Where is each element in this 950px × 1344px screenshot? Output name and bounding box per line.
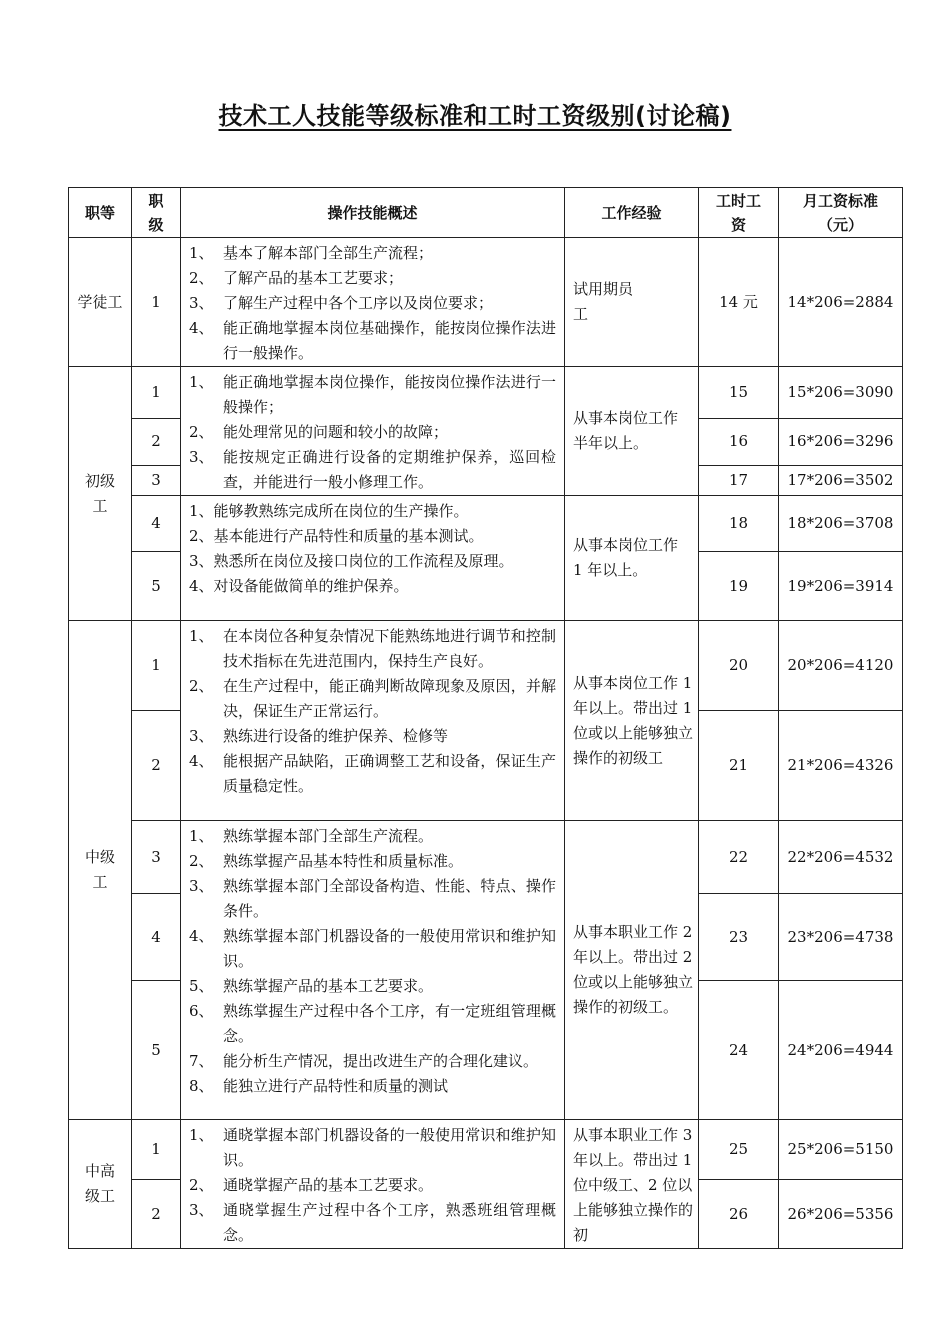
list-item: 6、 熟练掌握生产过程中各个工序，有一定班组管理概念。 xyxy=(189,1002,556,1045)
table-header-row xyxy=(69,188,903,238)
header-skills: 操作技能概述 xyxy=(181,188,565,238)
list-item: 4、 熟练掌握本部门机器设备的一般使用常识和维护知识。 xyxy=(189,927,556,970)
header-grade: 职等 xyxy=(69,188,132,238)
experience-cell: 从事本岗位工作 1 年以上。带出过 1 位或以上能够独立操作的初级工 xyxy=(565,621,699,821)
skills-cell xyxy=(181,367,565,496)
monthly-wage-cell: 23*206=4738 xyxy=(779,894,903,981)
monthly-wage-cell: 25*206=5150 xyxy=(779,1120,903,1180)
header-monthly: 月工资标准（元） xyxy=(779,188,903,238)
list-item: 3、熟悉所在岗位及接口岗位的工作流程及原理。 xyxy=(189,552,514,570)
grade-cell: 中高级工 xyxy=(69,1120,132,1249)
monthly-wage-cell: 26*206=5356 xyxy=(779,1180,903,1249)
hourly-wage-cell: 23 xyxy=(699,894,779,981)
skills-cell xyxy=(181,496,565,621)
level-cell: 2 xyxy=(132,711,181,821)
table-row xyxy=(69,821,903,894)
table-row xyxy=(69,621,903,711)
hourly-wage-cell: 18 xyxy=(699,496,779,552)
experience-cell: 从事本岗位工作 1 年以上。 xyxy=(565,496,699,621)
monthly-wage-cell: 19*206=3914 xyxy=(779,552,903,621)
level-cell: 2 xyxy=(132,1180,181,1249)
table-row xyxy=(69,367,903,419)
grade-cell: 初级工 xyxy=(69,367,132,621)
level-cell: 1 xyxy=(132,1120,181,1180)
header-hourly: 工时工资 xyxy=(699,188,779,238)
hourly-wage-cell: 25 xyxy=(699,1120,779,1180)
list-item: 8、 能独立进行产品特性和质量的测试 xyxy=(189,1077,449,1095)
level-cell: 2 xyxy=(132,419,181,466)
level-cell: 1 xyxy=(132,238,181,367)
list-item: 5、 熟练掌握产品的基本工艺要求。 xyxy=(189,977,434,995)
list-item: 2、 熟练掌握产品基本特性和质量标准。 xyxy=(189,852,464,870)
list-item: 2、 了解产品的基本工艺要求； xyxy=(189,269,404,287)
experience-cell: 试用期员工 xyxy=(565,238,699,367)
list-item: 1、能够教熟练完成所在岗位的生产操作。 xyxy=(189,502,469,520)
monthly-wage-cell: 22*206=4532 xyxy=(779,821,903,894)
list-item: 1、 能正确地掌握本岗位操作，能按岗位操作法进行一般操作； xyxy=(189,373,556,416)
list-item: 3、 熟练进行设备的维护保养、检修等 xyxy=(189,727,449,745)
list-item: 2、 在生产过程中，能正确判断故障现象及原因，并解决，保证生产正常运行。 xyxy=(189,677,556,720)
list-item: 2、 通晓掌握产品的基本工艺要求。 xyxy=(189,1176,434,1194)
monthly-wage-cell: 14*206=2884 xyxy=(779,238,903,367)
experience-cell: 从事本岗位工作半年以上。 xyxy=(565,367,699,496)
skills-cell xyxy=(181,821,565,1120)
hourly-wage-cell: 26 xyxy=(699,1180,779,1249)
experience-cell: 从事本职业工作 3 年以上。带出过 1 位中级工、2 位以上能够独立操作的初 xyxy=(565,1120,699,1249)
hourly-wage-cell: 21 xyxy=(699,711,779,821)
monthly-wage-cell: 17*206=3502 xyxy=(779,465,903,495)
list-item: 7、 能分析生产情况，提出改进生产的合理化建议。 xyxy=(189,1052,539,1070)
header-level: 职级 xyxy=(132,188,181,238)
list-item: 3、 通晓掌握生产过程中各个工序，熟悉班组管理概念。 xyxy=(189,1201,556,1244)
level-cell: 5 xyxy=(132,552,181,621)
monthly-wage-cell: 15*206=3090 xyxy=(779,367,903,419)
level-cell: 4 xyxy=(132,496,181,552)
page-title: 技术工人技能等级标准和工时工资级别(讨论稿) xyxy=(218,102,732,130)
hourly-wage-cell: 15 xyxy=(699,367,779,419)
header-experience: 工作经验 xyxy=(565,188,699,238)
list-item: 1、 基本了解本部门全部生产流程； xyxy=(189,244,434,262)
level-cell: 5 xyxy=(132,981,181,1120)
list-item: 1、 熟练掌握本部门全部生产流程。 xyxy=(189,827,434,845)
table-row xyxy=(69,1120,903,1180)
list-item: 3、 能按规定正确进行设备的定期维护保养，巡回检查，并能进行一般小修理工作。 xyxy=(189,448,556,491)
list-item: 3、 熟练掌握本部门全部设备构造、性能、特点、操作条件。 xyxy=(189,877,556,920)
grade-cell: 学徒工 xyxy=(69,238,132,367)
monthly-wage-cell: 21*206=4326 xyxy=(779,711,903,821)
list-item: 3、 了解生产过程中各个工序以及岗位要求； xyxy=(189,294,494,312)
skill-grade-table xyxy=(68,187,903,1249)
grade-cell: 中级工 xyxy=(69,621,132,1120)
list-item: 1、 在本岗位各种复杂情况下能熟练地进行调节和控制技术指标在先进范围内，保持生产良好。 xyxy=(189,627,556,670)
level-cell: 4 xyxy=(132,894,181,981)
level-cell: 1 xyxy=(132,621,181,711)
level-cell: 3 xyxy=(132,821,181,894)
list-item: 4、对设备能做简单的维护保养。 xyxy=(189,577,409,595)
monthly-wage-cell: 24*206=4944 xyxy=(779,981,903,1120)
hourly-wage-cell: 19 xyxy=(699,552,779,621)
monthly-wage-cell: 16*206=3296 xyxy=(779,419,903,466)
list-item: 2、基本能进行产品特性和质量的基本测试。 xyxy=(189,527,484,545)
table-row xyxy=(69,238,903,367)
hourly-wage-cell: 24 xyxy=(699,981,779,1120)
monthly-wage-cell: 20*206=4120 xyxy=(779,621,903,711)
experience-cell: 从事本职业工作 2 年以上。带出过 2 位或以上能够独立操作的初级工。 xyxy=(565,821,699,1120)
level-cell: 3 xyxy=(132,465,181,495)
skills-cell xyxy=(181,1120,565,1249)
hourly-wage-cell: 17 xyxy=(699,465,779,495)
list-item: 4、 能根据产品缺陷，正确调整工艺和设备，保证生产质量稳定性。 xyxy=(189,752,556,795)
skills-cell xyxy=(181,621,565,821)
hourly-wage-cell: 16 xyxy=(699,419,779,466)
hourly-wage-cell: 14 元 xyxy=(699,238,779,367)
list-item: 1、 通晓掌握本部门机器设备的一般使用常识和维护知识。 xyxy=(189,1126,556,1169)
list-item: 2、 能处理常见的问题和较小的故障； xyxy=(189,423,449,441)
hourly-wage-cell: 20 xyxy=(699,621,779,711)
hourly-wage-cell: 22 xyxy=(699,821,779,894)
level-cell: 1 xyxy=(132,367,181,419)
list-item: 4、 能正确地掌握本岗位基础操作，能按岗位操作法进行一般操作。 xyxy=(189,319,556,362)
skills-cell xyxy=(181,238,565,367)
table-row xyxy=(69,496,903,552)
monthly-wage-cell: 18*206=3708 xyxy=(779,496,903,552)
